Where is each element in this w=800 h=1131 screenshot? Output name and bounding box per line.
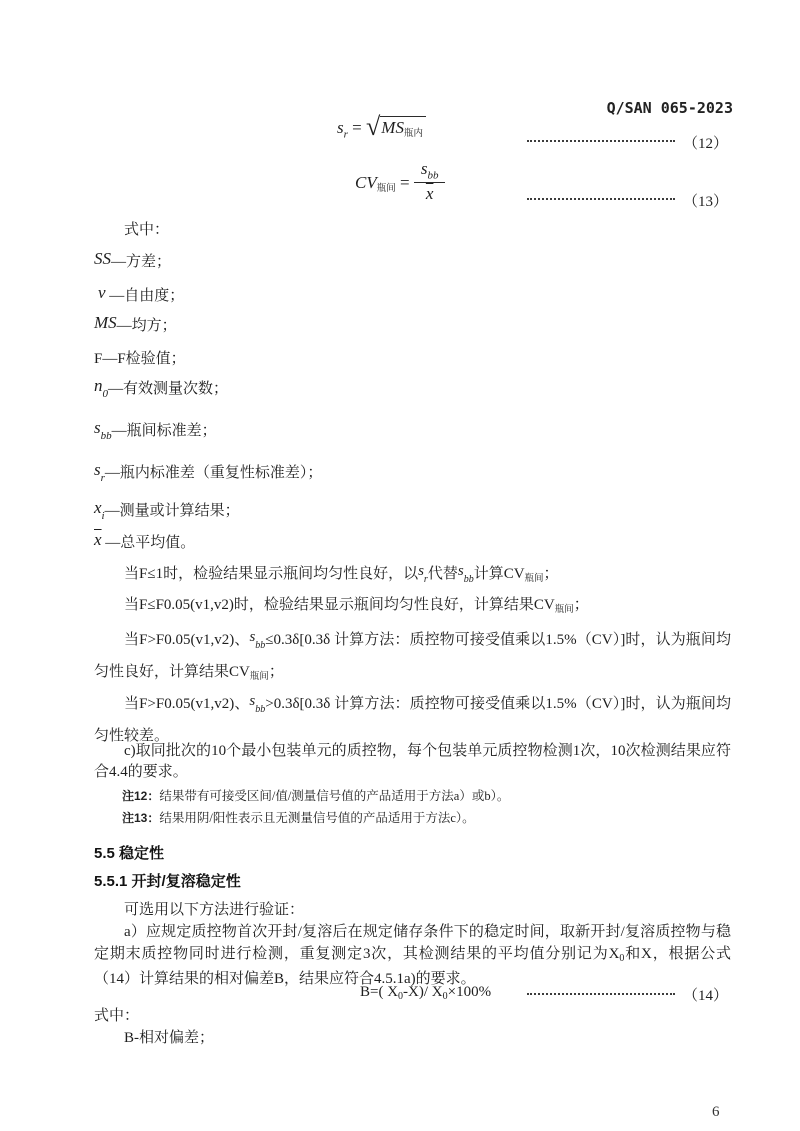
math-sub-between-bottle: 瓶间 xyxy=(554,605,574,615)
math-sub-bb: bb xyxy=(463,574,474,585)
text-run: 当F>F0.05(v1,v2)、 xyxy=(124,632,250,648)
radical-sign: √ xyxy=(366,112,381,141)
equation-number-13: （13） xyxy=(683,194,729,210)
math-var-ms: MS xyxy=(94,313,117,332)
condition-paragraph-3 xyxy=(94,627,731,690)
formula-13-row xyxy=(94,159,733,220)
math-var-n: n xyxy=(94,376,103,395)
definition-text: —方差； xyxy=(111,254,172,270)
definition-text: —均方； xyxy=(116,318,177,334)
math-var-s: s xyxy=(249,629,256,645)
math-sub-0: 0 xyxy=(442,991,448,1002)
definition-n0 xyxy=(94,377,228,400)
sqrt-expression xyxy=(366,112,426,142)
equation-number-12: （12） xyxy=(683,136,729,152)
fraction-denominator xyxy=(414,183,446,204)
math-var-ms: MS xyxy=(381,118,404,137)
math-var-v: v xyxy=(98,283,106,302)
definition-sr xyxy=(94,461,322,484)
math-sub-r: r xyxy=(100,472,105,484)
definition-v xyxy=(98,284,184,305)
section-heading-5-5-1: 5.5.1 开封/复溶稳定性 xyxy=(94,873,241,890)
definition-b: B-相对偏差； xyxy=(124,1030,215,1046)
text-run: ； xyxy=(268,664,284,680)
note-label: 注12： xyxy=(122,789,160,803)
where-label-2: 式中： xyxy=(94,1008,140,1024)
math-var-cv: CV xyxy=(355,173,377,192)
text-run: ； xyxy=(573,597,589,613)
math-sub-0: 0 xyxy=(102,388,108,400)
math-var-s: s xyxy=(249,693,256,709)
math-var-s: s xyxy=(418,563,424,579)
equals-sign: = xyxy=(347,117,366,137)
text-run: 计算CV xyxy=(473,566,525,582)
formula-14-row xyxy=(94,984,733,1006)
document-number-header: Q/SAN 065-2023 xyxy=(606,99,733,117)
definition-xi xyxy=(94,499,240,522)
text-run: 当F≤F0.05(v1,v2)时，检验结果显示瓶间均匀性良好，计算结果CV xyxy=(124,597,555,613)
leader-dots xyxy=(527,140,675,142)
definition-ss xyxy=(94,250,171,271)
text-run: ； xyxy=(543,566,559,582)
math-sub-bb: bb xyxy=(427,169,439,182)
math-var-xbar: $\overline{x}$ xyxy=(94,530,102,549)
condition-paragraph-1 xyxy=(94,564,731,590)
note-13 xyxy=(122,810,722,827)
method-a-paragraph xyxy=(94,922,731,991)
definition-text: —自由度； xyxy=(109,288,185,304)
text-run: 当F>F0.05(v1,v2)、 xyxy=(124,696,250,712)
condition-paragraph-2 xyxy=(94,595,731,621)
definition-text: —瓶间标准差； xyxy=(111,423,217,439)
text-run: >0.3δ[0.3δ 计算方法：质控物可接受值乘以1.5%（CV）]时，认为瓶间均匀性较差。 xyxy=(94,696,731,744)
note-text: 结果带有可接受区间/值/测量信号值的产品适用于方法a）或b）。 xyxy=(159,789,510,803)
note-12 xyxy=(122,788,722,805)
definition-text: F—F检验值； xyxy=(94,351,186,367)
text-run: ≤0.3δ[0.3δ 计算方法：质控物可接受值乘以1.5%（CV）]时，认为瓶间均匀性良好，计算结果CV xyxy=(94,632,731,680)
where-label: 式中： xyxy=(124,222,170,238)
page-number: 6 xyxy=(712,1104,720,1120)
math-var-s: s xyxy=(337,117,344,137)
text-run: 当F≤1时，检验结果显示瓶间均匀性良好，以 xyxy=(124,566,419,582)
math-sub-0: 0 xyxy=(619,952,625,964)
math-var-x: x xyxy=(94,498,102,517)
definition-text: —有效测量次数； xyxy=(108,381,229,397)
fraction xyxy=(414,160,446,204)
math-sub-bb: bb xyxy=(100,430,112,442)
equation-number-14: （14） xyxy=(683,988,729,1004)
math-sub-r: r xyxy=(343,128,348,141)
definition-sbb xyxy=(94,419,217,442)
math-sub-between-bottle: 瓶间 xyxy=(524,574,544,584)
text-run: a）应规定质控物首次开封/复溶后在规定储存条件下的稳定时间，取新开封/复溶质控物与稳定期末质控物同时进行检测，重复测定3次，其检测结果的平均值分别记为X xyxy=(94,924,731,962)
leader-dots xyxy=(527,198,675,200)
definition-text: —测量或计算结果； xyxy=(104,503,240,519)
section-heading-5-5: 5.5 稳定性 xyxy=(94,845,165,862)
stability-intro: 可选用以下方法进行验证： xyxy=(124,902,305,918)
definition-text: —瓶内标准差（重复性标准差）； xyxy=(104,465,323,481)
leader-dots xyxy=(527,993,675,995)
formula-14 xyxy=(360,984,491,1002)
definition-f xyxy=(94,347,186,368)
definition-ms xyxy=(94,314,177,335)
math-sub-within-bottle: 瓶内 xyxy=(403,129,423,139)
math-var-ss: SS xyxy=(94,249,111,268)
text-run: 和X，根据公式（14）计算结果的相对偏差B，结果应符合4.5.1a)的要求。 xyxy=(94,945,731,987)
radicand xyxy=(380,116,426,142)
math-sub-i: i xyxy=(101,510,105,522)
math-sub-between-bottle: 瓶间 xyxy=(376,184,396,194)
note-text: 结果用阴/阳性表示且无测量信号值的产品适用于方法c）。 xyxy=(159,811,475,825)
formula-12-row xyxy=(94,108,733,154)
math-sub-bb: bb xyxy=(255,640,266,651)
text-run: B=( X xyxy=(360,984,399,1000)
math-var-xbar: x xyxy=(425,184,434,204)
math-var-s: s xyxy=(94,418,101,437)
text-run: 代替 xyxy=(427,566,458,582)
note-label: 注13： xyxy=(122,811,160,825)
formula-13 xyxy=(355,159,445,204)
definition-text: —总平均值。 xyxy=(105,535,196,551)
math-sub-r: r xyxy=(423,574,428,585)
math-sub-between-bottle: 瓶间 xyxy=(249,672,269,682)
formula-12 xyxy=(337,112,426,142)
method-c-paragraph: c)取同批次的10个最小包装单元的质控物，每个包装单元质控物检测1次，10次检测结果应符合4.4的要求。 xyxy=(94,743,731,780)
fraction-numerator xyxy=(414,160,446,183)
math-var-s: s xyxy=(420,159,428,178)
math-sub-0: 0 xyxy=(398,991,404,1002)
equals-sign: = xyxy=(395,173,414,192)
math-var-s: s xyxy=(457,563,464,579)
text-run: ×100% xyxy=(447,984,492,1000)
text-run: -X)/ X xyxy=(403,984,443,1000)
math-var-s: s xyxy=(94,460,101,479)
definition-xbar xyxy=(94,531,195,552)
math-sub-bb: bb xyxy=(255,704,266,715)
